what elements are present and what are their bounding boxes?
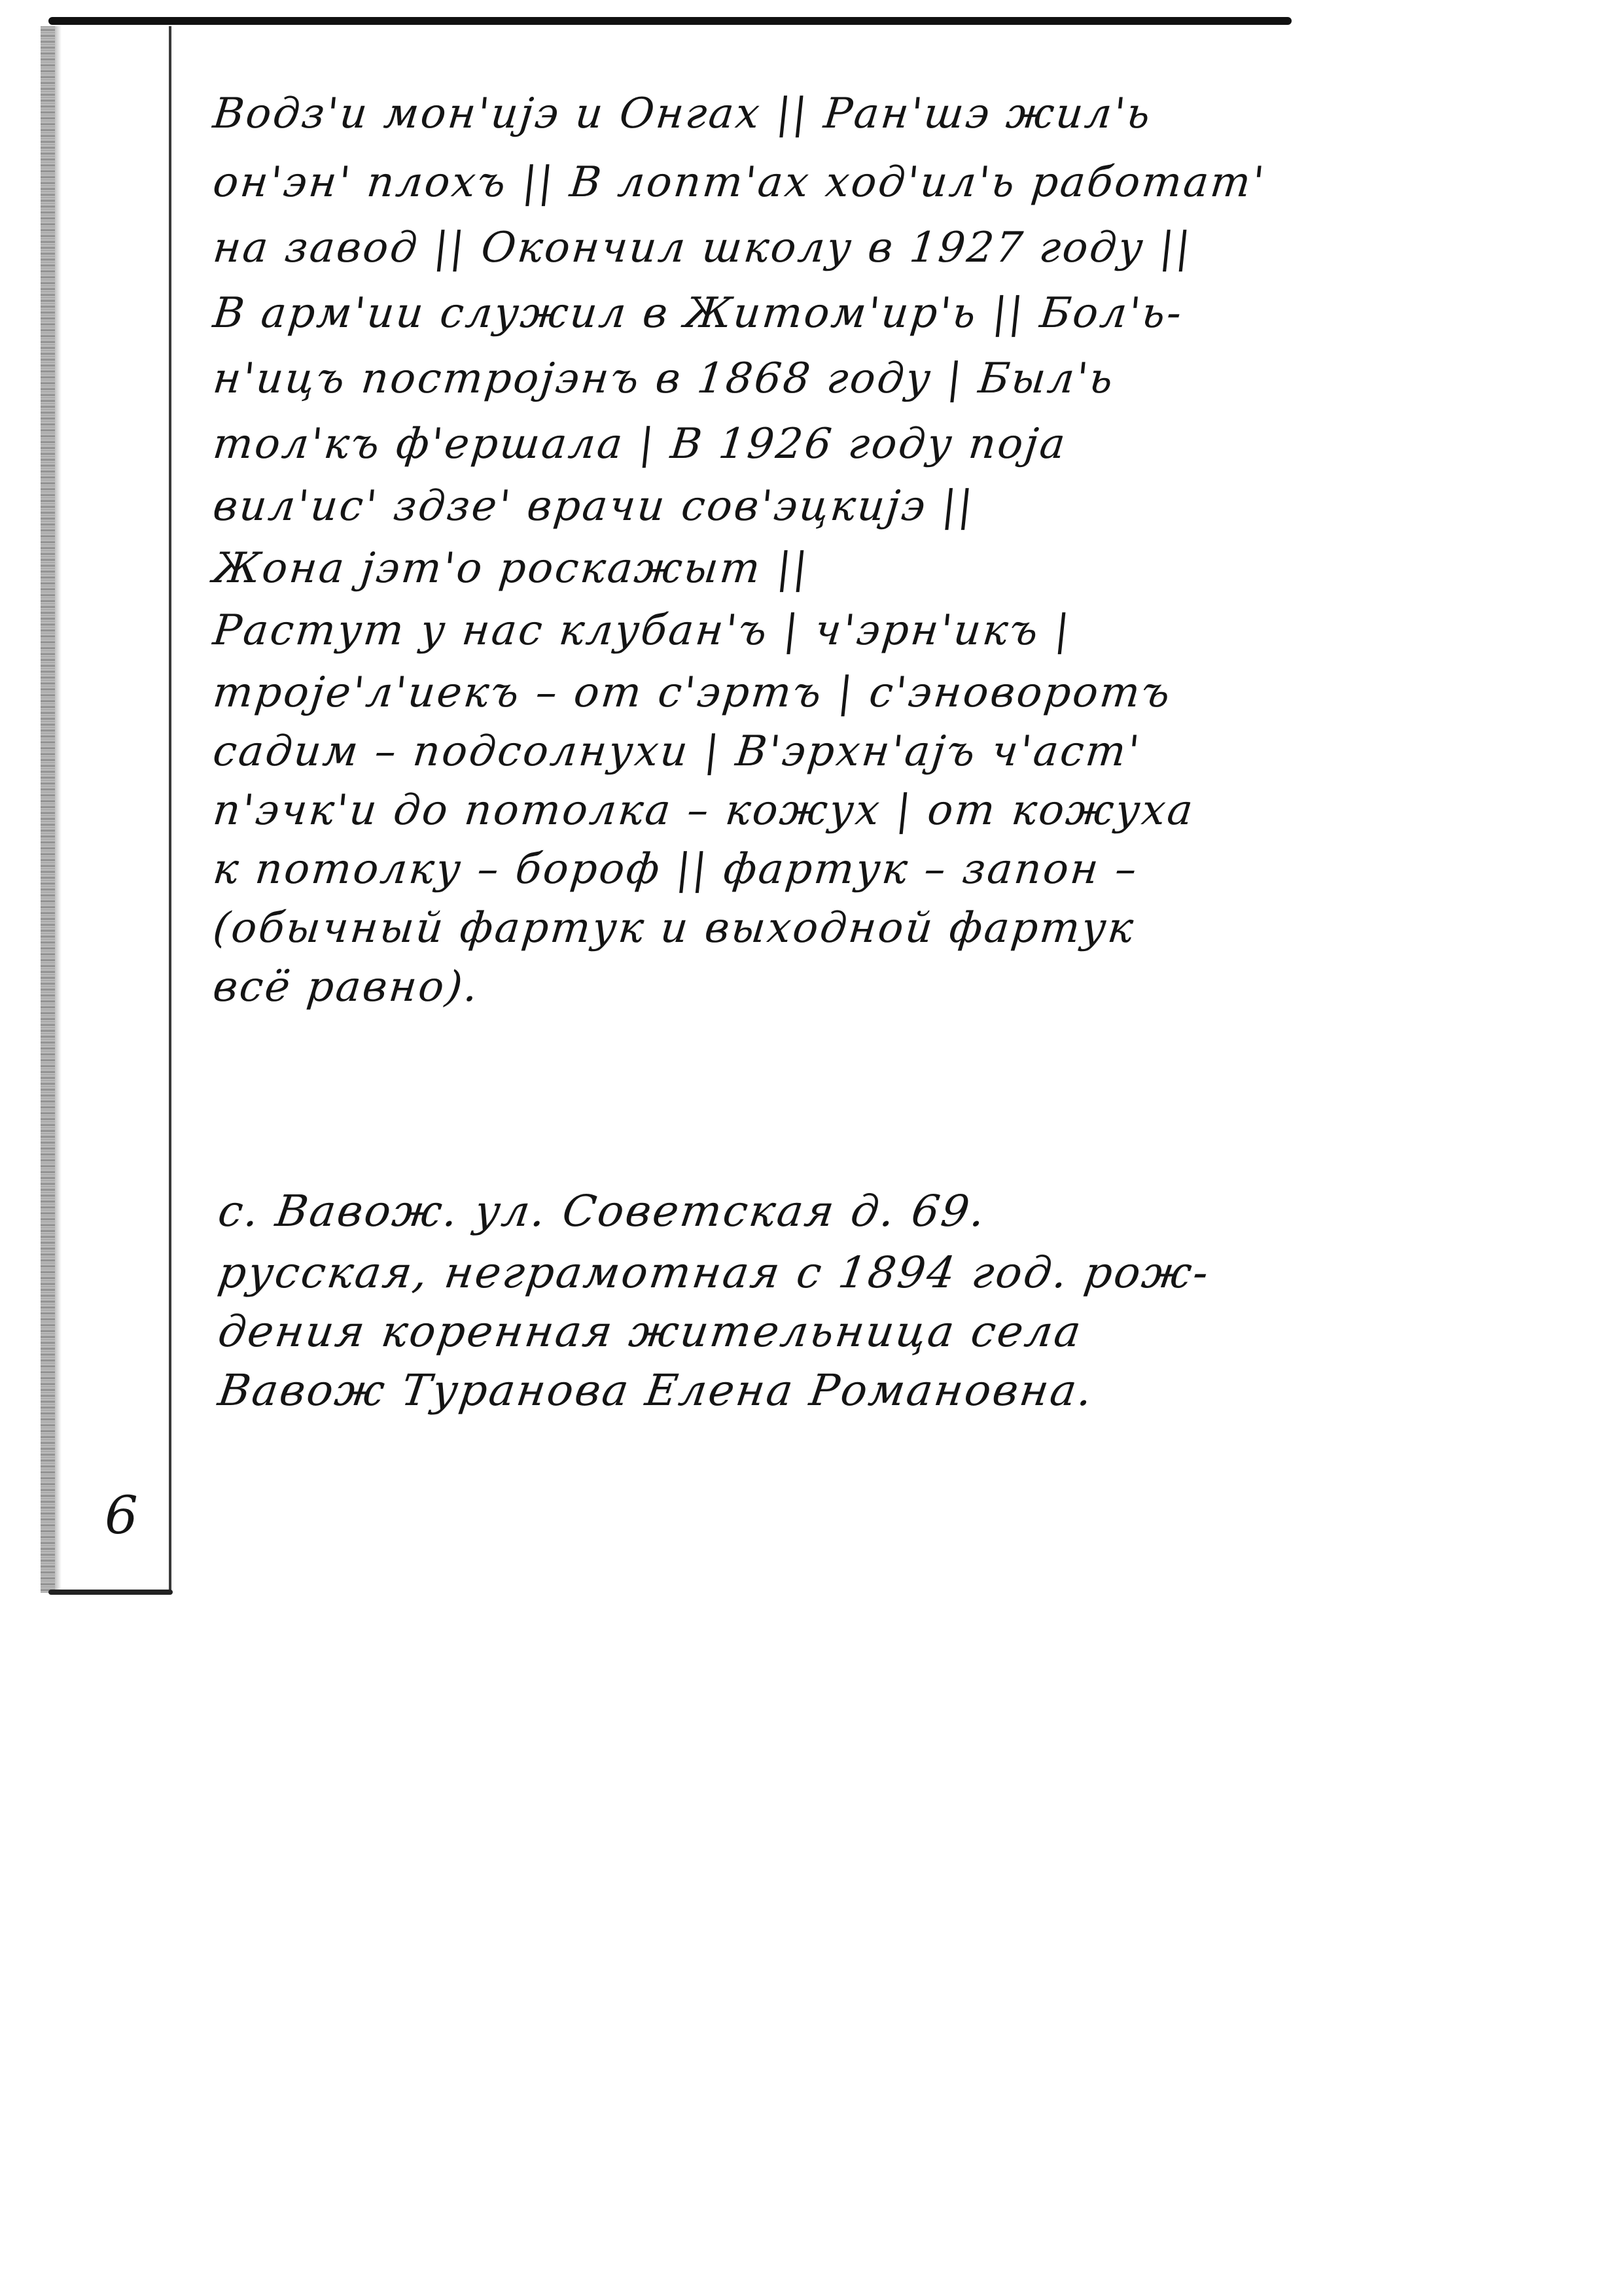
informant-note — [215, 1184, 1361, 1418]
top-rule-line — [48, 17, 1292, 25]
transcription-line-13: к потолку – бороф || фартук – запон – — [211, 845, 1141, 894]
transcription-line-12: п'эчк'и до потолка – кожух | от кожуха — [211, 786, 1197, 835]
informant-address: с. Вавож. ул. Советская д. 69. — [215, 1186, 991, 1236]
transcription-line-11: садим – подсолнухи | В'эрхн'ајъ ч'аст' — [211, 727, 1144, 776]
informant-details-2: дения коренная жительница села — [215, 1306, 1086, 1357]
transcription-line-1: Водз'и мон'ијэ и Онгах || Ран'шэ жил'ь — [211, 90, 1155, 138]
informant-details-1: русская, неграмотная с 1894 год. рож- — [215, 1247, 1214, 1298]
transcription-line-9: Растут у нас клубан'ъ | ч'эрн'икъ | — [211, 606, 1074, 655]
transcription-line-15: всё равно). — [211, 963, 482, 1011]
transcription-line-7: вил'ис' здзе' врачи сов'эцкијэ || — [211, 482, 977, 531]
transcription-line-5: н'ицъ постројэнъ в 1868 году | Был'ь — [211, 355, 1118, 403]
page-number: 6 — [105, 1485, 138, 1546]
transcription-line-4: В арм'ии служил в Житом'ир'ь || Бол'ь- — [211, 289, 1186, 338]
transcription-line-8: Жона јэт'о роскажыт || — [211, 544, 812, 593]
transcription-line-10: троје'л'иекъ – от с'эртъ | с'эноворотъ — [211, 669, 1174, 717]
transcription-line-2: он'эн' плохъ || В лопт'ах ход'ил'ь работат' — [211, 158, 1269, 207]
informant-name: Вавож Туранова Елена Романовна. — [215, 1365, 1098, 1416]
bottom-rule-line — [48, 1590, 173, 1595]
binding-edge — [41, 26, 55, 1593]
binding-shadow — [55, 26, 62, 1593]
transcription-line-6: тол'къ ф'ершала | В 1926 году поја — [211, 420, 1070, 468]
transcription-line-3: на завод || Окончил школу в 1927 году || — [211, 224, 1195, 272]
margin-line — [169, 26, 171, 1591]
transcription-line-14: (обычный фартук и выходной фартук — [211, 904, 1138, 952]
